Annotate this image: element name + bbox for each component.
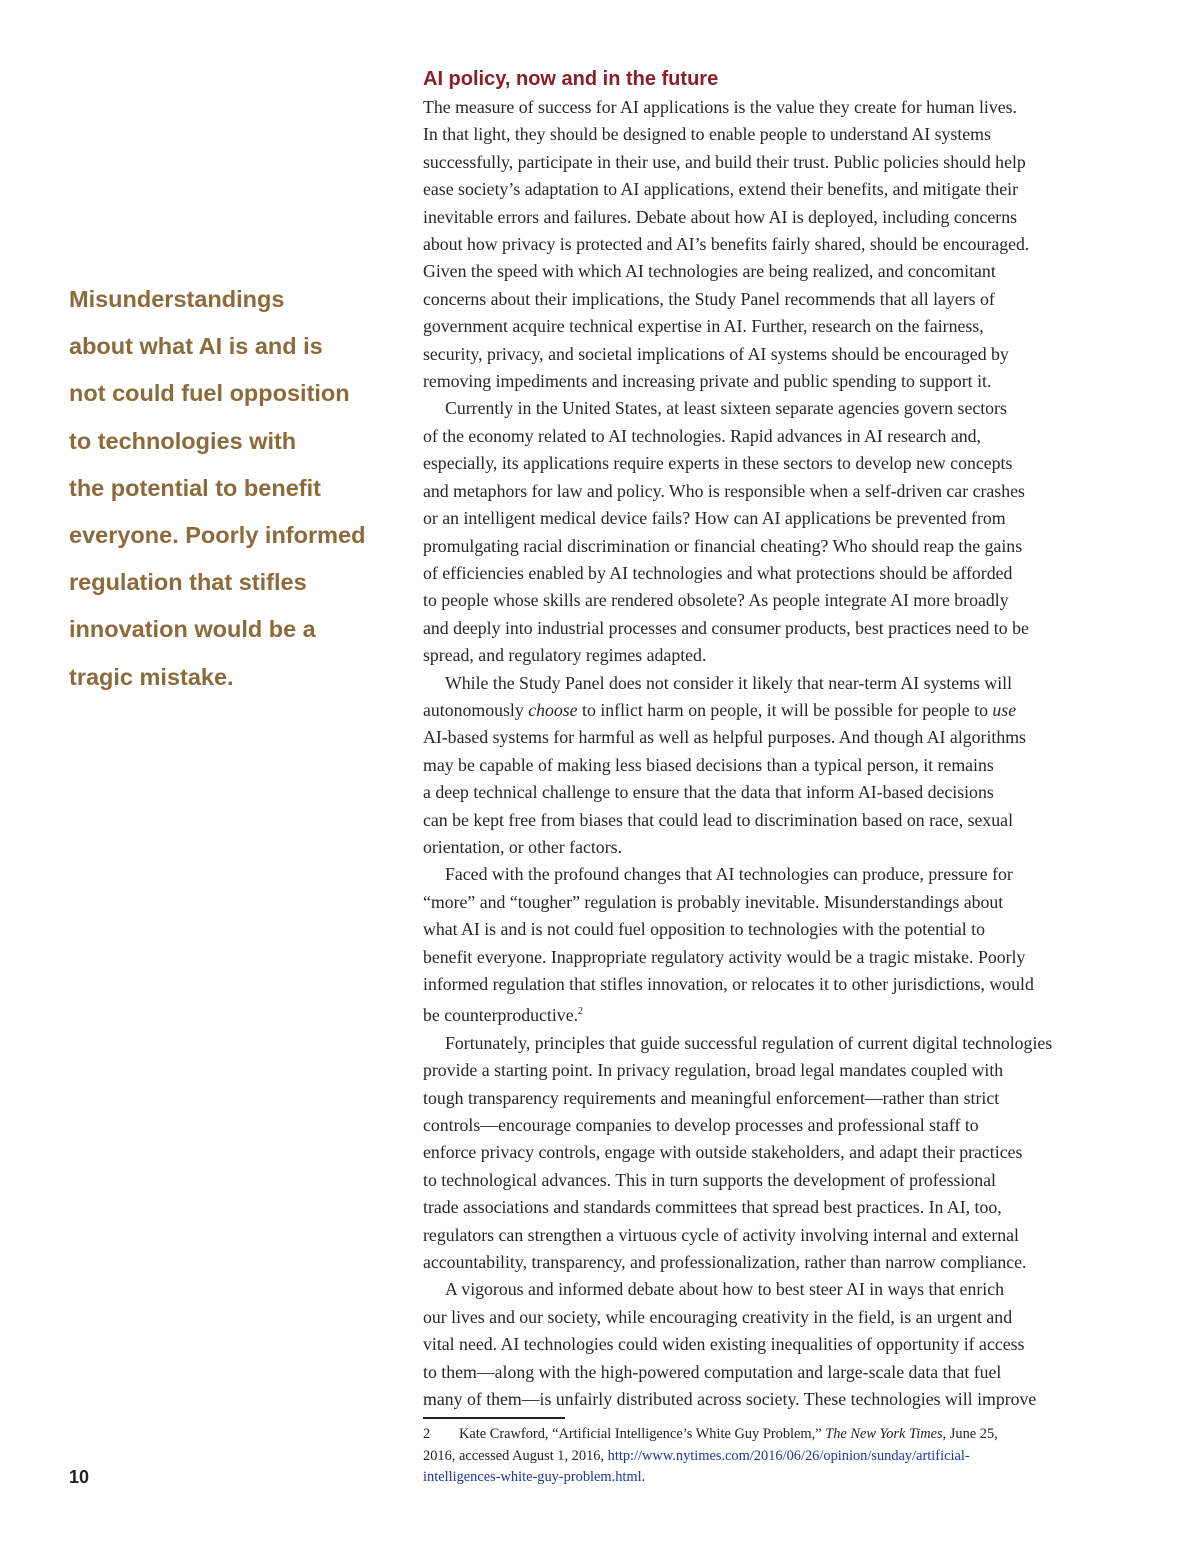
text-line: vital need. AI technologies could widen existing inequalities of opportunity if access <box>423 1334 1025 1355</box>
text-line: especially, its applications require experts in these sectors to develop new concepts <box>423 453 1013 474</box>
text-line: to them—along with the high-powered computation and large-scale data that fuel <box>423 1361 1002 1382</box>
text-line: “more” and “tougher” regulation is probably inevitable. Misunderstandings about <box>423 891 1004 912</box>
text-line: informed regulation that stifles innovation, or relocates it to other jurisdictions, would <box>423 974 1034 994</box>
main-column <box>423 64 1135 1413</box>
section-heading: AI policy, now and in the future <box>423 68 719 90</box>
text-line: what AI is and is not could fuel opposition to technologies with the potential to <box>423 919 986 940</box>
text-line: a deep technical challenge to ensure that the data that inform AI-based decisions <box>423 782 994 803</box>
footnote-publication: The New York Times <box>825 1426 943 1442</box>
footnote-date: , June 25, <box>942 1426 998 1442</box>
text-line: and deeply into industrial processes and consumer products, best practices need to be <box>423 617 1029 638</box>
text-line: While the Study Panel does not consider it likely that near-term AI systems will <box>445 672 1013 693</box>
footnote-link[interactable]: http://www.nytimes.com/2016/06/26/opinion/sunday/artificial- <box>607 1447 970 1464</box>
paragraph-4 <box>423 861 1135 1029</box>
footnote-line <box>423 1467 1123 1489</box>
emphasis-use: use <box>992 699 1017 720</box>
footnote-accessed: 2016, accessed August 1, 2016, <box>423 1447 608 1464</box>
footnote-reference[interactable]: 2 <box>578 1006 584 1018</box>
paragraph-6 <box>423 1276 1135 1413</box>
text-line: Fortunately, principles that guide successful regulation of current digital technologies <box>445 1032 1053 1053</box>
text-line <box>423 998 1135 1029</box>
text-line: of efficiencies enabled by AI technologies and what protections should be afforded <box>423 562 1013 583</box>
text-line: The measure of success for AI applications is the value they create for human lives. <box>423 97 1017 117</box>
text-line: ease society’s adaptation to AI applications, extend their benefits, and mitigate their <box>423 179 1018 200</box>
text-run: to inflict harm on people, it will be possible for people to <box>577 699 993 720</box>
text-line: promulgating racial discrimination or financial cheating? Who should reap the gains <box>423 535 1023 556</box>
text-line: inevitable errors and failures. Debate about how AI is deployed, including concerns <box>423 206 1018 227</box>
text-line: our lives and our society, while encouraging creativity in the field, is an urgent and <box>423 1306 1013 1327</box>
footnote-end: . <box>641 1469 646 1485</box>
paragraph-2 <box>423 395 1135 669</box>
text-line: to people whose skills are rendered obsolete? As people integrate AI more broadly <box>423 590 1009 611</box>
pull-quote-line: regulation that stifles <box>69 569 307 596</box>
pull-quote-line: to technologies with <box>69 427 297 454</box>
text-line: enforce privacy controls, engage with outside stakeholders, and adapt their practices <box>423 1142 1023 1163</box>
pull-quote-line: innovation would be a <box>69 616 316 643</box>
text-line: controls—encourage companies to develop processes and professional staff to <box>423 1114 979 1135</box>
text-line: or an intelligent medical device fails? How can AI applications be prevented from <box>423 508 1006 529</box>
text-run: autonomously <box>423 699 529 720</box>
text-line: In that light, they should be designed to enable people to understand AI systems <box>423 124 991 145</box>
text-run: be counterproductive. <box>423 1005 579 1026</box>
footnote-number: 2 <box>423 1426 431 1442</box>
text-line: government acquire technical expertise in AI. Further, research on the fairness, <box>423 316 984 337</box>
text-line: spread, and regulatory regimes adapted. <box>423 645 707 666</box>
text-line: benefit everyone. Inappropriate regulatory activity would be a tragic mistake. Poorly <box>423 946 1026 967</box>
text-line: trade associations and standards committees that spread best practices. In AI, too, <box>423 1197 1002 1218</box>
text-line: concerns about their implications, the Study Panel recommends that all layers of <box>423 288 995 309</box>
text-line: of the economy related to AI technologies. Rapid advances in AI research and, <box>423 425 981 446</box>
text-line: AI-based systems for harmful as well as helpful purposes. And though AI algorithms <box>423 727 1026 748</box>
footnote-link[interactable]: intelligences-white-guy-problem.html <box>423 1469 642 1485</box>
text-line: security, privacy, and societal implications of AI systems should be encouraged by <box>423 343 1009 364</box>
text-line <box>423 697 1135 724</box>
text-line: accountability, transparency, and professionalization, rather than narrow compliance. <box>423 1251 1027 1272</box>
text-line: orientation, or other factors. <box>423 836 622 857</box>
pull-quote-line: everyone. Poorly informed <box>69 522 366 549</box>
text-line: and metaphors for law and policy. Who is responsible when a self-driven car crashes <box>423 480 1025 501</box>
text-line: regulators can strengthen a virtuous cycle of activity involving internal and external <box>423 1224 1019 1245</box>
footnote-line <box>423 1424 1123 1446</box>
footnote <box>423 1424 1123 1489</box>
pull-quote-line: Misunderstandings <box>69 286 285 312</box>
pull-quote-line: about what AI is and is <box>69 333 323 360</box>
pull-quote-line: the potential to benefit <box>69 474 321 501</box>
text-line: A vigorous and informed debate about how to best steer AI in ways that enrich <box>445 1279 1004 1300</box>
text-line: successfully, participate in their use, and build their trust. Public policies should help <box>423 151 1026 172</box>
paragraph-5 <box>423 1030 1135 1277</box>
text-line: Currently in the United States, at least sixteen separate agencies govern sectors <box>445 398 1007 419</box>
text-line: can be kept free from biases that could lead to discrimination based on race, sexual <box>423 809 1014 830</box>
text-line: tough transparency requirements and meaningful enforcement—rather than strict <box>423 1087 1000 1108</box>
pull-quote-line: not could fuel opposition <box>69 380 350 407</box>
pull-quote-line: tragic mistake. <box>69 663 234 690</box>
text-line: to technological advances. This in turn supports the development of professional <box>423 1169 996 1190</box>
paragraph-3 <box>423 670 1135 862</box>
text-line: Given the speed with which AI technologies are being realized, and concomitant <box>423 261 996 282</box>
text-line: about how privacy is protected and AI’s benefits fairly shared, should be encouraged. <box>423 234 1030 255</box>
page-number: 10 <box>69 1467 90 1487</box>
footnote-author-title: Kate Crawford, “Artificial Intelligence’s White Guy Problem,” <box>459 1426 826 1442</box>
pull-quote <box>69 276 399 701</box>
footnote-divider <box>423 1417 565 1419</box>
text-line: many of them—is unfairly distributed across society. These technologies will improve <box>423 1389 1037 1410</box>
text-line: removing impediments and increasing private and public spending to support it. <box>423 371 992 392</box>
text-line: provide a starting point. In privacy regulation, broad legal mandates coupled with <box>423 1060 1004 1081</box>
paragraph-1 <box>423 94 1135 395</box>
text-line: Faced with the profound changes that AI technologies can produce, pressure for <box>445 864 1013 885</box>
text-line: may be capable of making less biased decisions than a typical person, it remains <box>423 754 994 775</box>
footnote-line <box>423 1446 1123 1468</box>
emphasis-choose: choose <box>528 699 578 720</box>
